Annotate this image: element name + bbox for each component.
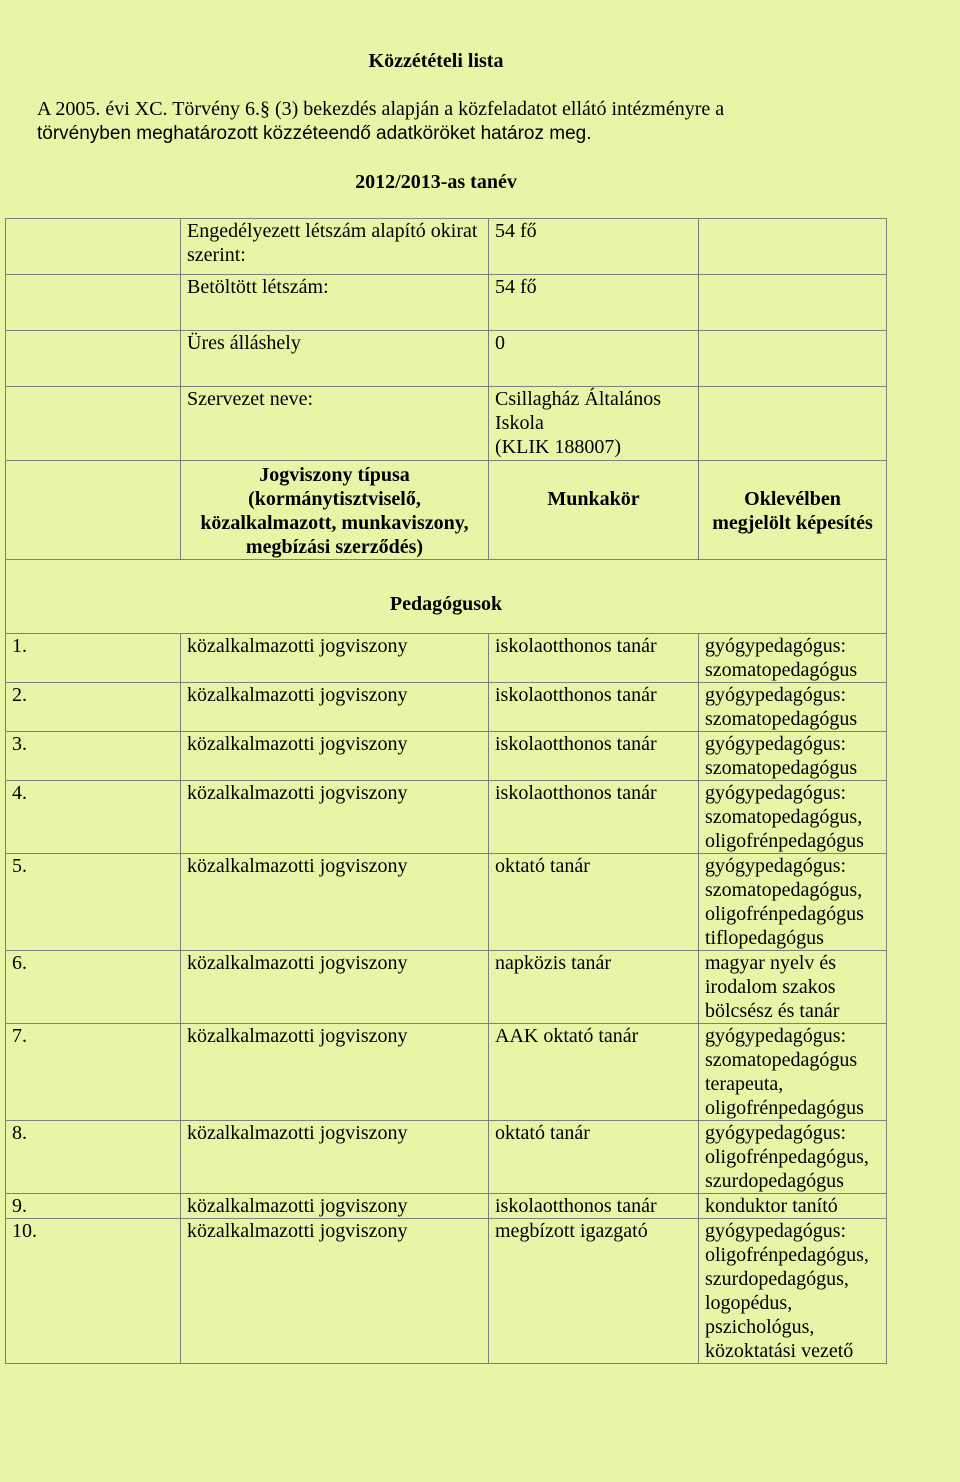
row-qualification <box>699 634 887 683</box>
qualification-line: szomatopedagógus <box>705 757 858 779</box>
row-number: 1. <box>6 634 181 683</box>
row-relation: közalkalmazotti jogviszony <box>181 951 489 1024</box>
empty-cell <box>699 275 887 331</box>
qualification-line: gyógypedagógus: <box>705 1220 847 1242</box>
empty-cell <box>6 461 181 560</box>
approved-label: Engedélyezett létszám alapító okirat szerint: <box>181 219 489 275</box>
table-row <box>6 1194 887 1219</box>
org-name: Csillagház Általános Iskola <box>495 388 662 434</box>
row-qualification <box>699 1219 887 1364</box>
header-qualification: Oklevélben megjelölt képesítés <box>699 461 887 560</box>
empty-cell <box>6 219 181 275</box>
qualification-line: irodalom szakos <box>705 976 836 998</box>
empty-cell <box>699 331 887 387</box>
org-code: (KLIK 188007) <box>495 436 622 458</box>
table-row <box>6 634 887 683</box>
qualification-line: gyógypedagógus: <box>705 733 847 755</box>
header-relation: Jogviszony típusa (kormánytisztviselő, közalkalmazott, munkaviszony, megbízási szerződés) <box>181 461 489 560</box>
empty-cell <box>6 275 181 331</box>
row-number: 9. <box>6 1194 181 1219</box>
qualification-line: logopédus, <box>705 1292 793 1314</box>
qualification-line: szomatopedagógus <box>705 659 858 681</box>
approved-value: 54 fő <box>489 219 699 275</box>
qualification-line: szomatopedagógus <box>705 1049 858 1071</box>
row-relation: közalkalmazotti jogviszony <box>181 781 489 854</box>
row-position: iskolaotthonos tanár <box>489 732 699 781</box>
row-relation: közalkalmazotti jogviszony <box>181 1024 489 1121</box>
qualification-line: pszichológus, <box>705 1316 815 1338</box>
row-position: oktató tanár <box>489 854 699 951</box>
row-relation: közalkalmazotti jogviszony <box>181 1219 489 1364</box>
qualification-line: oligofrénpedagógus <box>705 1097 864 1119</box>
row-qualification <box>699 1121 887 1194</box>
qualification-line: gyógypedagógus: <box>705 635 847 657</box>
table-row <box>6 732 887 781</box>
table-row <box>6 683 887 732</box>
qualification-line: konduktor tanító <box>705 1195 838 1217</box>
filled-label: Betöltött létszám: <box>181 275 489 331</box>
qualification-line: tiflopedagógus <box>705 927 824 949</box>
qualification-line: gyógypedagógus: <box>705 782 847 804</box>
row-position: iskolaotthonos tanár <box>489 781 699 854</box>
table-row <box>6 951 887 1024</box>
row-relation: közalkalmazotti jogviszony <box>181 683 489 732</box>
qualification-line: szomatopedagógus, <box>705 806 863 828</box>
qualification-line: gyógypedagógus: <box>705 855 847 877</box>
empty-cell <box>699 219 887 275</box>
row-number: 8. <box>6 1121 181 1194</box>
row-number: 6. <box>6 951 181 1024</box>
qualification-line: oligofrénpedagógus, <box>705 1244 869 1266</box>
row-number: 5. <box>6 854 181 951</box>
row-number: 2. <box>6 683 181 732</box>
qualification-line: magyar nyelv és <box>705 952 837 974</box>
filled-value: 54 fő <box>489 275 699 331</box>
row-qualification <box>699 854 887 951</box>
info-row-filled <box>6 275 887 331</box>
org-value <box>489 387 699 461</box>
vacant-value: 0 <box>489 331 699 387</box>
header-row <box>6 461 887 560</box>
intro-part2: törvényben meghatározott közzéteendő adatköröket határoz meg. <box>37 123 592 144</box>
section-row <box>6 560 887 634</box>
row-position: iskolaotthonos tanár <box>489 1194 699 1219</box>
school-year: 2012/2013-as tanév <box>355 171 517 193</box>
row-qualification <box>699 1194 887 1219</box>
row-number: 10. <box>6 1219 181 1364</box>
qualification-line: oligofrénpedagógus, <box>705 1146 869 1168</box>
row-qualification <box>699 683 887 732</box>
staff-table <box>5 218 887 1364</box>
qualification-line: szurdopedagógus, <box>705 1268 849 1290</box>
table-row <box>6 1024 887 1121</box>
empty-cell <box>699 387 887 461</box>
section-title: Pedagógusok <box>6 560 887 634</box>
empty-cell <box>6 331 181 387</box>
row-position: iskolaotthonos tanár <box>489 683 699 732</box>
qualification-line: közoktatási vezető <box>705 1340 854 1362</box>
qualification-line: szomatopedagógus, <box>705 879 863 901</box>
qualification-line: szurdopedagógus <box>705 1170 844 1192</box>
qualification-line: terapeuta, <box>705 1073 784 1095</box>
row-qualification <box>699 1024 887 1121</box>
qualification-line: bölcsész és tanár <box>705 1000 840 1022</box>
info-row-approved <box>6 219 887 275</box>
table-row <box>6 1121 887 1194</box>
row-number: 3. <box>6 732 181 781</box>
intro-paragraph <box>37 97 837 146</box>
document-title: Közzétételi lista <box>368 50 504 72</box>
row-qualification <box>699 732 887 781</box>
row-qualification <box>699 951 887 1024</box>
header-position: Munkakör <box>489 461 699 560</box>
row-position: AAK oktató tanár <box>489 1024 699 1121</box>
row-relation: közalkalmazotti jogviszony <box>181 1194 489 1219</box>
table-row <box>6 854 887 951</box>
empty-cell <box>6 387 181 461</box>
qualification-line: szomatopedagógus <box>705 708 858 730</box>
info-row-vacant <box>6 331 887 387</box>
qualification-line: gyógypedagógus: <box>705 1025 847 1047</box>
row-qualification <box>699 781 887 854</box>
table-row <box>6 1219 887 1364</box>
row-number: 7. <box>6 1024 181 1121</box>
org-label: Szervezet neve: <box>181 387 489 461</box>
row-relation: közalkalmazotti jogviszony <box>181 1121 489 1194</box>
qualification-line: gyógypedagógus: <box>705 684 847 706</box>
row-relation: közalkalmazotti jogviszony <box>181 854 489 951</box>
row-position: napközis tanár <box>489 951 699 1024</box>
row-number: 4. <box>6 781 181 854</box>
qualification-line: gyógypedagógus: <box>705 1122 847 1144</box>
row-relation: közalkalmazotti jogviszony <box>181 732 489 781</box>
vacant-label: Üres álláshely <box>181 331 489 387</box>
row-relation: közalkalmazotti jogviszony <box>181 634 489 683</box>
intro-part1: A 2005. évi XC. Törvény 6.§ (3) bekezdés alapján a közfeladatot ellátó intézményre a <box>37 98 725 120</box>
qualification-line: oligofrénpedagógus <box>705 903 864 925</box>
row-position: iskolaotthonos tanár <box>489 634 699 683</box>
info-row-org <box>6 387 887 461</box>
qualification-line: oligofrénpedagógus <box>705 830 864 852</box>
row-position: oktató tanár <box>489 1121 699 1194</box>
table-row <box>6 781 887 854</box>
row-position: megbízott igazgató <box>489 1219 699 1364</box>
